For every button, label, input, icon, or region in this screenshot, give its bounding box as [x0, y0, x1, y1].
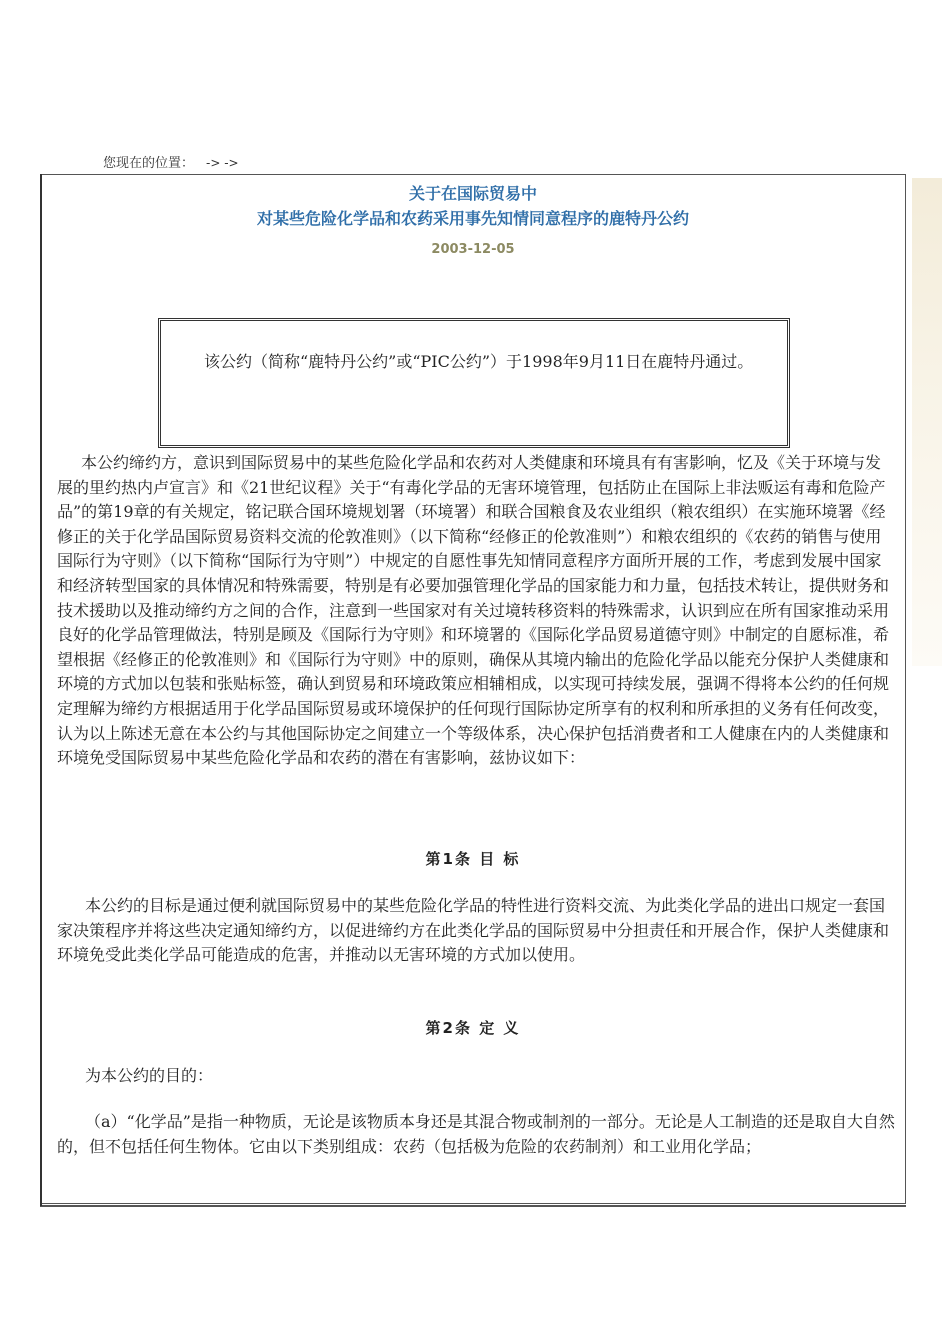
article2-intro-text: 为本公约的目的： [85, 1066, 214, 1085]
article2-item-a-text: （a）“化学品”是指一种物质，无论是该物质本身还是其混合物或制剂的一部分。无论是人工制造的还是取自大自然的，但不包括任何生物体。它由以下类别组成：农药（包括极为危险的农药制剂）和工业用化学品； [57, 1112, 895, 1156]
article2-intro [57, 1064, 895, 1089]
article1-text: 本公约的目标是通过便利就国际贸易中的某些危险化学品的特性进行资料交流、为此类化学品的进出口规定一套国家决策程序并将这些决定通知缔约方，以促进缔约方在此类化学品的国际贸易中分担责任和开展合作，保护人类健康和环境免受此类化学品可能造成的危害，并推动以无害环境的方式加以使用。 [57, 896, 890, 965]
preamble [57, 451, 895, 771]
article2-heading: 第2条 定 义 [425, 1019, 521, 1037]
page-title-line2: 对某些危险化学品和农药采用事先知情同意程序的鹿特丹公约 [256, 209, 689, 228]
preamble-text: 本公约缔约方，意识到国际贸易中的某些危险化学品和农药对人类健康和环境具有有害影响，忆及《关于环境与发展的里约热内卢宣言》和《21世纪议程》关于“有毒化学品的无害环境管理，包括防止在国际上非法贩运有毒和危险产品”的第19章的有关规定，铭记联合国环境规划署（环境署）和联合国粮食及农业组织（粮农组织）在实施环境署《经修正的关于化学品国际贸易资料交流的伦敦准则》（以下简称“经修正的伦敦准则”）和粮农组织的《农药的销售与使用国际行为守则》（以下简称“国际行为守则”）中规定的自愿性事先知情同意程序方面所开展的工作，考虑到发展中国家和经济转型国家的具体情况和特殊需要，特别是有必要加强管理化学品的国家能力和力量，包括技术转让，提供财务和技术援助以及推动缔约方之间的合作，注意到一些国家对有关过境转移资料的特殊需求，认识到应在所有国家推动采用良好的化学品管理做法，特别是顾及《国际行为守则》和环境署的《国际化学品贸易道德守则》中制定的自愿标准，希望根据《经修正的伦敦准则》和《国际行为守则》中的原则，确保从其境内输出的危险化学品以能充分保护人类健康和环境的方式加以包装和张贴标签，确认到贸易和环境政策应相辅相成，以实现可持续发展，强调不得将本公约的任何规定理解为缔约方根据适用于化学品国际贸易或环境保护的任何现行国际协定所享有的权利和所承担的义务有任何改变，认为以上陈述无意在本公约与其他国际协定之间建立一个等级体系，决心保护包括消费者和工人健康在内的人类健康和环境免受国际贸易中某些危险化学品和农药的潜在有害影响，兹协议如下： [57, 453, 890, 768]
adoption-note-text: 该公约（简称“鹿特丹公约”或“PIC公约”）于1998年9月11日在鹿特丹通过。 [204, 352, 754, 371]
frame-left-border [40, 174, 42, 1206]
page-title-line1: 关于在国际贸易中 [408, 184, 537, 203]
article2-item-a [57, 1110, 895, 1159]
breadcrumb-label: 您现在的位置： [103, 156, 195, 171]
breadcrumb [103, 152, 239, 171]
adoption-note-box [158, 318, 790, 448]
article1-heading: 第1条 目 标 [425, 850, 521, 868]
article1-body [57, 894, 895, 968]
breadcrumb-arrows[interactable]: -> -> [206, 156, 239, 170]
publish-date: 2003-12-05 [431, 242, 515, 257]
decorative-side-strip [912, 178, 942, 666]
